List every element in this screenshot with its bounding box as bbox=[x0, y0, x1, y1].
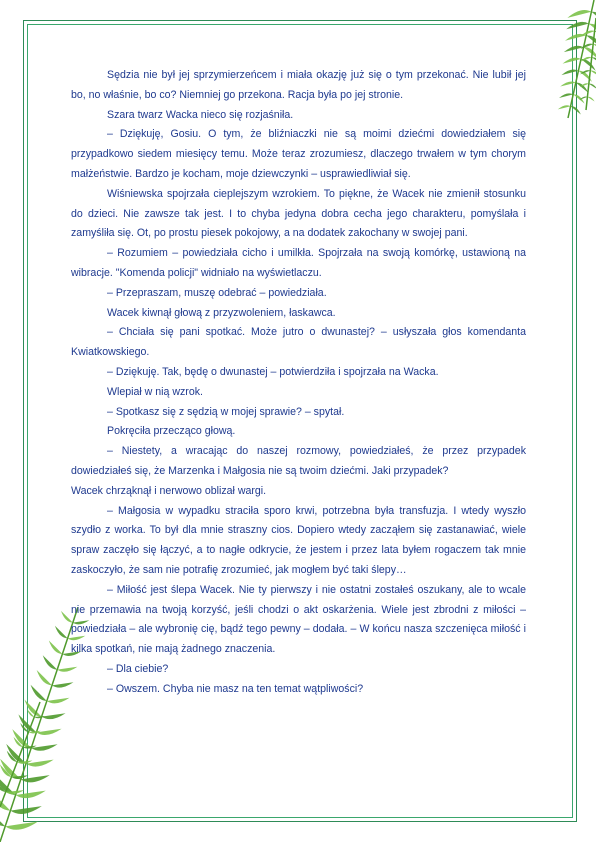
paragraph: – Spotkasz się z sędzią w mojej sprawie? – spytał. bbox=[107, 405, 345, 418]
fern-leaf bbox=[43, 655, 57, 669]
paragraph: – Chciała się pani spotkać. Może jutro o dwunastej? – usłyszała głos komendanta Kwiatkowskiego. bbox=[71, 326, 526, 359]
paragraph: – Dziękuję. Tak, będę o dwunastej – potwierdziła i spojrzała na Wacka. bbox=[107, 365, 439, 378]
fern-leaf bbox=[571, 106, 581, 114]
fern-leaf bbox=[589, 84, 596, 89]
fern-leaf bbox=[563, 58, 581, 64]
fern-leaf bbox=[566, 22, 589, 29]
fern-leaf bbox=[581, 59, 596, 71]
paragraph: Wlepiał w nią wzrok. bbox=[107, 385, 203, 398]
fern-leaf bbox=[37, 670, 52, 685]
fern-leaf bbox=[5, 822, 38, 830]
fern-leaf bbox=[31, 685, 47, 701]
fern-leaf bbox=[47, 698, 70, 704]
paragraph: – Niestety, a wracając do naszej rozmowy, powiedziałeś, że przez przypadek dowiedziałeś się, że Marzenka i Małgosia nie są twoim dziećmi. Jaki przypadek? bbox=[71, 445, 526, 477]
paragraph: – Małgosia w wypadku straciła sporo krwi, potrzebna była transfuzja. I wtedy wyszło szydło z worka. To był dla mnie straszny cios. Dopiero wtedy zacząłem się zastanawiać, wiele spraw zaczęło się łączyć, a to nagłe odkrycie, że jestem i przez lata byłem rogaczem tak mnie zaskoczyło, że sam nie potrafię zrozumieć, jak mogłem być taki ślepy… bbox=[71, 504, 526, 576]
fern-leaf bbox=[590, 70, 596, 76]
paragraph: – Rozumiem – powiedziała cicho i umilkła. Spojrzała na swoją komórkę, ustawioną na wibracje. "Komenda policji" widniało na wyświetlaczu. bbox=[71, 247, 526, 279]
fern-leaf bbox=[564, 46, 584, 52]
fern-leaves-top-right bbox=[516, 0, 596, 120]
paragraph: – Przepraszam, muszę odebrać – powiedziała. bbox=[107, 286, 327, 299]
fern-leaf bbox=[559, 93, 573, 98]
paragraph: – Dziękuję, Gosiu. O tym, że bliźniaczki nie są moimi dziećmi dowiedziałem się przypadkowo siedem miesięcy temu. Może teraz zrozumiesz, dlaczego trwałem w tym chorym małżeństwie. Bardzo je kocham, moje dziewczynki – usprawiedliwiał się. bbox=[71, 128, 526, 180]
paragraph: – Dla ciebie? bbox=[107, 662, 169, 675]
fern-leaf bbox=[36, 729, 61, 735]
fern-leaf bbox=[561, 70, 578, 76]
paragraph: – Miłość jest ślepa Wacek. Nie ty pierwszy i nie ostatni zostałeś oszukany, ale to wcale nie przemawia na twoją korzyść, jeśli chodzi o akt oskarżenia. Wiele jest zbrodni z miłości – powiedziała – ale wybronię cię, bądź tego pewny – dodała. – W końcu nasza szczenięca miłość i kilka spotkań, nie mają żadnego znaczenia. bbox=[71, 583, 526, 656]
fern-leaf bbox=[42, 713, 66, 719]
fern-leaf bbox=[24, 700, 41, 717]
document-body bbox=[71, 66, 526, 700]
fern-leaf bbox=[573, 94, 584, 103]
paragraph: Sędzia nie był jej sprzymierzeńcem i miała okazję już się o tym przekonać. Nie lubił jej bo, no właśnie, bo co? Niemniej go przekona. Racja była po jej stronie. bbox=[71, 69, 526, 101]
fern-leaf bbox=[567, 10, 591, 18]
paragraph: Wacek kiwnął głową z przyzwoleniem, łaskawca. bbox=[107, 306, 336, 319]
fern-leaf bbox=[10, 806, 41, 814]
paragraph: Wiśniewska spojrzała cieplejszym wzrokiem. To piękne, że Wacek nie zmienił stosunku do dzieci. Nie zawsze tak jest. I to chyba jedyna dobra cecha jego charakteru, pomyślała i zamyśliła się. Ot, po prostu piesek pokojowy, a na dodatek zakochany w swojej pani. bbox=[71, 187, 526, 240]
paragraph: Wacek chrząknął i nerwowo oblizał wargi. bbox=[71, 484, 267, 497]
paragraph: Szara twarz Wacka nieco się rozjaśniła. bbox=[107, 108, 294, 121]
fern-leaf bbox=[49, 640, 63, 654]
paragraph: – Owszem. Chyba nie masz na ten temat wątpliwości? bbox=[107, 682, 364, 695]
fern-leaf bbox=[587, 97, 594, 102]
fern-leaf bbox=[560, 81, 576, 86]
fern-leaf bbox=[31, 744, 57, 751]
fern-leaf bbox=[55, 626, 68, 639]
fern-leaf bbox=[558, 105, 571, 109]
paragraph: Pokręciła przecząco głową. bbox=[107, 425, 236, 438]
